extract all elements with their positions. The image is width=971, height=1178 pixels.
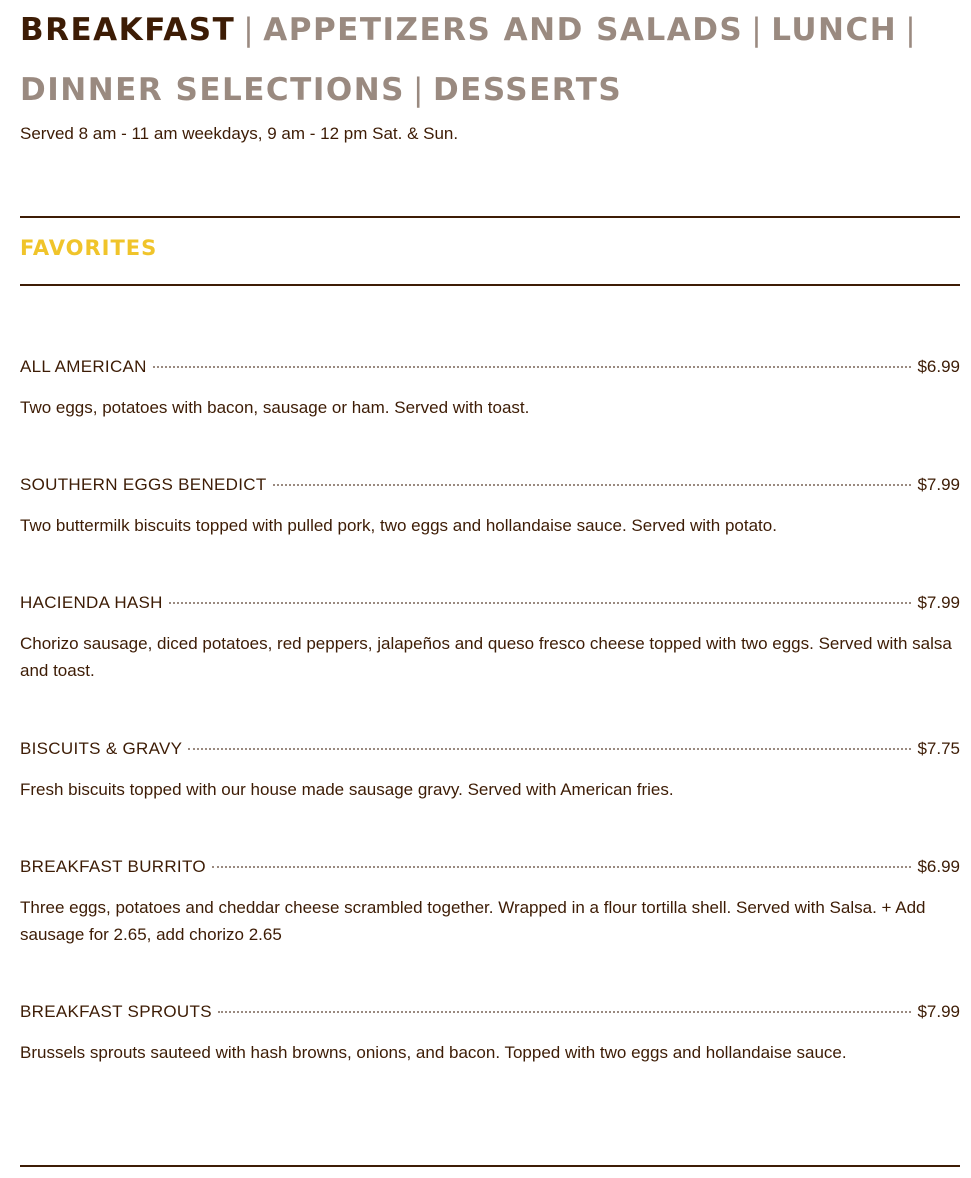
menu-category-nav xyxy=(20,0,960,120)
dot-leader xyxy=(212,866,912,868)
menu-item-header xyxy=(20,1002,960,1026)
menu-item xyxy=(20,739,960,803)
nav-row-2 xyxy=(20,60,960,120)
nav-separator: | xyxy=(751,12,764,48)
menu-item-description: Two buttermilk biscuits topped with pulled pork, two eggs and hollandaise sauce. Served with potato. xyxy=(20,516,777,535)
menu-item-price: $7.99 xyxy=(917,1002,960,1021)
menu-item-header xyxy=(20,857,960,881)
nav-lunch[interactable]: LUNCH xyxy=(771,12,898,48)
menu-item xyxy=(20,1002,960,1066)
menu-item-name: BREAKFAST SPROUTS xyxy=(20,1002,212,1021)
nav-separator: | xyxy=(243,12,256,48)
menu-item-price: $6.99 xyxy=(917,357,960,376)
nav-separator: | xyxy=(412,72,425,108)
menu-item-price: $7.99 xyxy=(917,593,960,612)
menu-item-description: Brussels sprouts sauteed with hash browns, onions, and bacon. Topped with two eggs and hollandaise sauce. xyxy=(20,1043,847,1062)
menu-item-name: HACIENDA HASH xyxy=(20,593,163,612)
nav-desserts[interactable]: DESSERTS xyxy=(432,72,623,108)
menu-item-price: $7.99 xyxy=(917,475,960,494)
menu-item-price: $7.75 xyxy=(917,739,960,758)
menu-item-name: BREAKFAST BURRITO xyxy=(20,857,206,876)
nav-appetizers-and-salads[interactable]: APPETIZERS AND SALADS xyxy=(263,12,744,48)
menu-item xyxy=(20,593,960,684)
dot-leader xyxy=(169,602,912,604)
menu-item-price: $6.99 xyxy=(917,857,960,876)
divider-top xyxy=(20,216,960,218)
menu-item-description: Chorizo sausage, diced potatoes, red peppers, jalapeños and queso fresco cheese topped with two eggs. Served with salsa and toast. xyxy=(20,634,952,680)
menu-item-description: Two eggs, potatoes with bacon, sausage or ham. Served with toast. xyxy=(20,398,530,417)
menu-item-name: BISCUITS & GRAVY xyxy=(20,739,183,758)
dot-leader xyxy=(218,1011,912,1013)
divider-bottom xyxy=(20,1165,960,1167)
menu-item-description: Fresh biscuits topped with our house made sausage gravy. Served with American fries. xyxy=(20,780,674,799)
menu-item-header xyxy=(20,475,960,499)
dot-leader xyxy=(273,484,912,486)
nav-separator: | xyxy=(905,12,918,48)
divider-section xyxy=(20,284,960,286)
nav-dinner-selections[interactable]: DINNER SELECTIONS xyxy=(20,72,405,108)
dot-leader xyxy=(153,366,912,368)
menu-item xyxy=(20,857,960,948)
dot-leader xyxy=(188,748,911,750)
serving-hours: Served 8 am - 11 am weekdays, 9 am - 12 pm Sat. & Sun. xyxy=(20,124,459,143)
menu-item-name: SOUTHERN EGGS BENEDICT xyxy=(20,475,267,494)
menu-item-header xyxy=(20,739,960,763)
menu-item xyxy=(20,475,960,539)
menu-item-header xyxy=(20,357,960,381)
nav-breakfast[interactable]: BREAKFAST xyxy=(20,12,236,48)
nav-row-1 xyxy=(20,0,960,60)
menu-item xyxy=(20,357,960,421)
menu-item-header xyxy=(20,593,960,617)
menu-item-name: ALL AMERICAN xyxy=(20,357,147,376)
section-title: FAVORITES xyxy=(20,236,158,260)
menu-item-description: Three eggs, potatoes and cheddar cheese scrambled together. Wrapped in a flour tortilla shell. Served with Salsa. + Add sausage for 2.65, add chorizo 2.65 xyxy=(20,898,926,944)
